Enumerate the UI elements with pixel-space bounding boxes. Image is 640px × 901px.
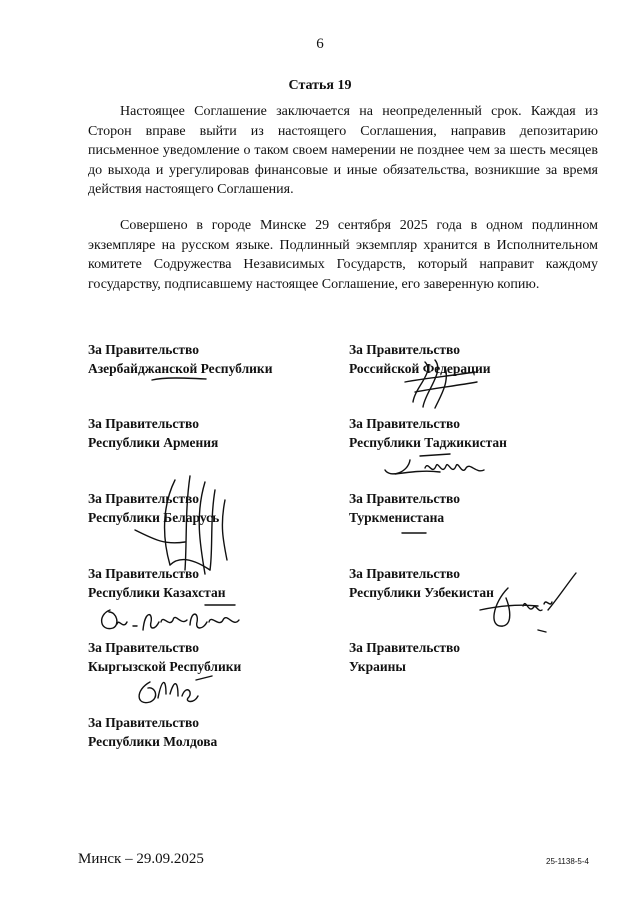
signatory-uzbekistan	[349, 564, 494, 602]
signatory-country: Республики Молдова	[88, 734, 218, 749]
article-paragraph-signing: Совершено в городе Минске 29 сентября 2025 года в одном подлинном экземпляре на русском языке. Подлинный экземпляр хранится в Исполнительном комитете Содружества Независимых Государств, который направит каждому государству, подписавшему настоящее Соглашение, его заверенную копию.	[88, 218, 598, 292]
signatory-label: За Правительство	[349, 566, 460, 581]
signatory-label: За Правительство	[88, 416, 199, 431]
signatory-ukraine	[349, 638, 460, 676]
signatory-country: Республики Узбекистан	[349, 585, 494, 600]
signatory-armenia	[88, 414, 218, 452]
signatory-country: Республики Таджикистан	[349, 435, 507, 450]
signatory-label: За Правительство	[349, 342, 460, 357]
signatory-country: Украины	[349, 659, 406, 674]
signatory-turkmenistan	[349, 489, 460, 527]
signature-russia	[395, 352, 485, 412]
signature-kazakhstan	[95, 600, 245, 640]
signatory-label: За Правительство	[88, 715, 199, 730]
signatory-label: За Правительство	[88, 566, 199, 581]
signatory-label: За Правительство	[349, 491, 460, 506]
signature-tajikistan	[380, 448, 490, 488]
signature-azerbaijan	[150, 372, 210, 386]
signatory-country: Кыргызской Республики	[88, 659, 242, 674]
signatory-country: Туркменистана	[349, 510, 445, 525]
signatory-moldova	[88, 713, 217, 751]
signatory-label: За Правительство	[88, 640, 199, 655]
article-title: Статья 19	[288, 78, 352, 93]
footer-place-date: Минск – 29.09.2025	[78, 851, 204, 867]
footer-doc-code: 25-1138-5-4	[546, 857, 589, 866]
page-number: 6	[316, 36, 324, 52]
signatory-country: Республики Казахстан	[88, 585, 226, 600]
signatory-label: За Правительство	[88, 342, 199, 357]
signatory-label: За Правительство	[349, 416, 460, 431]
signature-kyrgyzstan	[130, 670, 220, 710]
signature-turkmenistan	[400, 528, 430, 538]
signatory-country: Азербайджанской Республики	[88, 361, 273, 376]
signatory-label: За Правительство	[88, 491, 199, 506]
article-paragraph-term: Настоящее Соглашение заключается на неопределенный срок. Каждая из Сторон вправе выйти из настоящего Соглашения, направив депозитарию письменное уведомление о таком своем намерении не позднее чем за шесть месяцев до выхода и урегулировав финансовые и иные обязательства, возникшие за время действия настоящего Соглашения.	[88, 104, 598, 197]
signature-belarus	[115, 470, 245, 580]
signatory-label: За Правительство	[349, 640, 460, 655]
signatory-country: Республики Армения	[88, 435, 219, 450]
signatory-country: Республики Беларусь	[88, 510, 220, 525]
signature-uzbekistan	[478, 568, 588, 638]
signatory-country: Российской Федерации	[349, 361, 491, 376]
signatory-tajikistan	[349, 414, 507, 452]
